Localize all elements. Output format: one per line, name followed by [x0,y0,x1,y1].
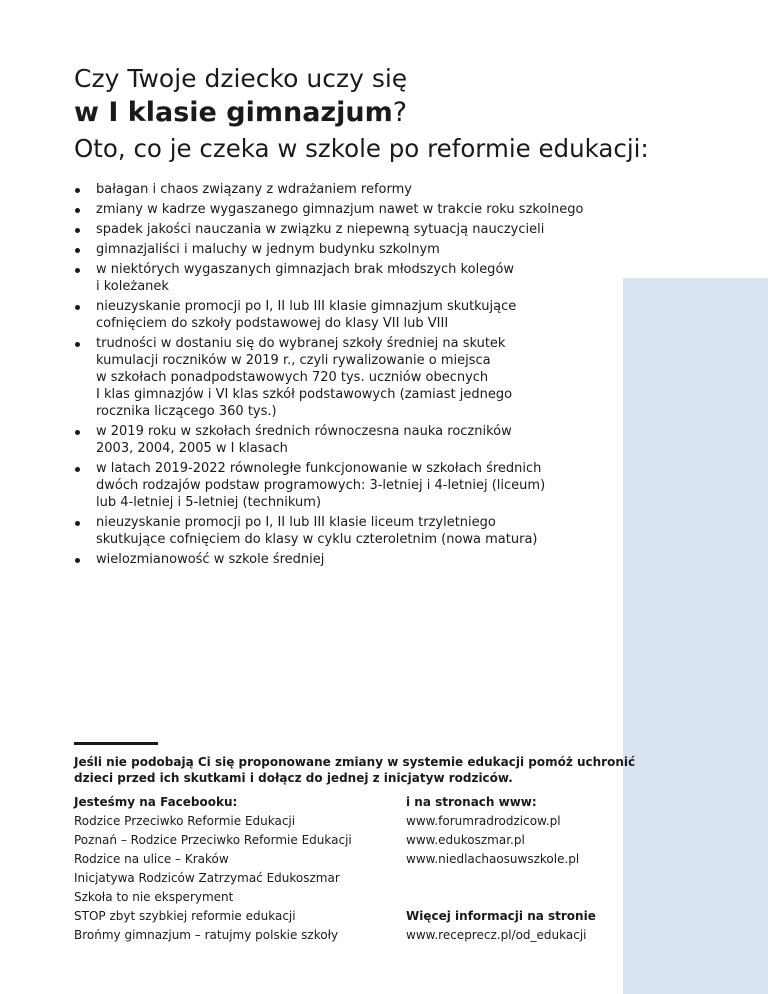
bullet-dot-icon [75,248,80,253]
facebook-group: Rodzice na ulice – Kraków [74,852,229,866]
bullet-dot-icon [75,521,80,526]
facebook-heading: Jesteśmy na Facebooku: [74,795,238,809]
bullet-dot-icon [75,467,80,472]
facebook-group: Brońmy gimnazjum – ratujmy polskie szkoły [74,928,339,942]
bullet-item [74,423,614,457]
header-class-bold: w I klasie gimnazjum [74,97,393,128]
bullet-item [74,514,614,548]
bullet-text-line: w latach 2019-2022 równoległe funkcjonowanie w szkołach średnich [96,461,542,476]
header-subtitle: Oto, co je czeka w szkole po reformie edukacji: [74,134,649,163]
bullet-text-line: nieuzyskanie promocji po I, II lub III klasie gimnazjum skutkujące [96,299,517,314]
website-link: www.niedlachaosuwszkole.pl [406,852,580,866]
appeal-text [74,754,634,786]
bullet-text-line: w niektórych wygaszanych gimnazjach brak młodszych kolegów [96,262,515,277]
bullet-text-line: cofnięciem do szkoły podstawowej do klasy VII lub VIII [96,316,449,331]
bullet-dot-icon [75,342,80,347]
bullet-text-line: i koleżanek [96,279,169,294]
bullet-dot-icon [75,208,80,213]
bullet-item [74,298,614,332]
bullet-text-line: dwóch rodzajów podstaw programowych: 3-letniej i 4-letniej (liceum) [96,478,546,493]
websites-column [406,793,621,945]
websites-heading: i na stronach www: [406,795,537,809]
bullet-text-line: nieuzyskanie promocji po I, II lub III klasie liceum trzyletniego [96,515,496,530]
bullet-item [74,460,614,511]
bullet-dot-icon [75,228,80,233]
bullet-text-line: w 2019 roku w szkołach średnich równoczesna nauka roczników [96,424,512,439]
bullet-text-line: skutkujące cofnięciem do klasy w cyklu czteroletnim (nowa matura) [96,532,538,547]
bullet-text-line: rocznika liczącego 360 tys.) [96,404,277,419]
more-info-url: www.receprecz.pl/od_edukacji [406,928,587,942]
page-header [74,63,649,167]
bullet-text-line: kumulacji roczników w 2019 r., czyli rywalizowanie o miejsca [96,353,491,368]
bullet-text-line: spadek jakości nauczania w związku z niepewną sytuacją nauczycieli [96,222,545,237]
header-question-mark: ? [392,97,408,128]
bullet-item [74,201,614,218]
header-class-line [74,95,634,131]
facebook-column [74,793,394,945]
facebook-group: Szkoła to nie eksperyment [74,890,234,904]
website-link: www.edukoszmar.pl [406,833,525,847]
more-info-heading: Więcej informacji na stronie [406,909,596,923]
facebook-group: Poznań – Rodzice Przeciwko Reformie Edukacji [74,833,352,847]
facebook-group: Rodzice Przeciwko Reformie Edukacji [74,814,296,828]
bullet-text-line: w szkołach ponadpodstawowych 720 tys. uczniów obecnych [96,370,489,385]
side-decoration-panel [623,278,768,994]
bullet-item [74,221,614,238]
bullet-item [74,241,614,258]
header-question: Czy Twoje dziecko uczy się [74,64,408,93]
facebook-group: STOP zbyt szybkiej reformie edukacji [74,909,296,923]
divider-rule [74,742,158,745]
website-link: www.forumradrodzicow.pl [406,814,561,828]
appeal-line-2: dzieci przed ich skutkami i dołącz do jednej z inicjatyw rodziców. [74,771,513,785]
bullet-text-line: 2003, 2004, 2005 w I klasach [96,441,288,456]
bullet-text-line: gimnazjaliści i maluchy w jednym budynku szkolnym [96,242,440,257]
bullet-text-line: lub 4-letniej i 5-letniej (technikum) [96,495,322,510]
consequences-list [74,181,614,571]
appeal-line-1: Jeśli nie podobają Ci się proponowane zmiany w systemie edukacji pomóż uchronić [74,755,636,769]
bullet-item [74,181,614,198]
bullet-dot-icon [75,268,80,273]
bullet-text-line: wielozmianowość w szkole średniej [96,552,325,567]
bullet-text-line: zmiany w kadrze wygaszanego gimnazjum nawet w trakcie roku szkolnego [96,202,584,217]
bullet-item [74,551,614,568]
bullet-dot-icon [75,430,80,435]
bullet-text-line: bałagan i chaos związany z wdrażaniem reformy [96,182,412,197]
bullet-item [74,261,614,295]
bullet-text-line: I klas gimnazjów i VI klas szkół podstawowych (zamiast jednego [96,387,513,402]
bullet-item [74,335,614,420]
bullet-text-line: trudności w dostaniu się do wybranej szkoły średniej na skutek [96,336,506,351]
bullet-dot-icon [75,558,80,563]
bullet-dot-icon [75,305,80,310]
bullet-dot-icon [75,188,80,193]
facebook-group: Inicjatywa Rodziców Zatrzymać Edukoszmar [74,871,340,885]
